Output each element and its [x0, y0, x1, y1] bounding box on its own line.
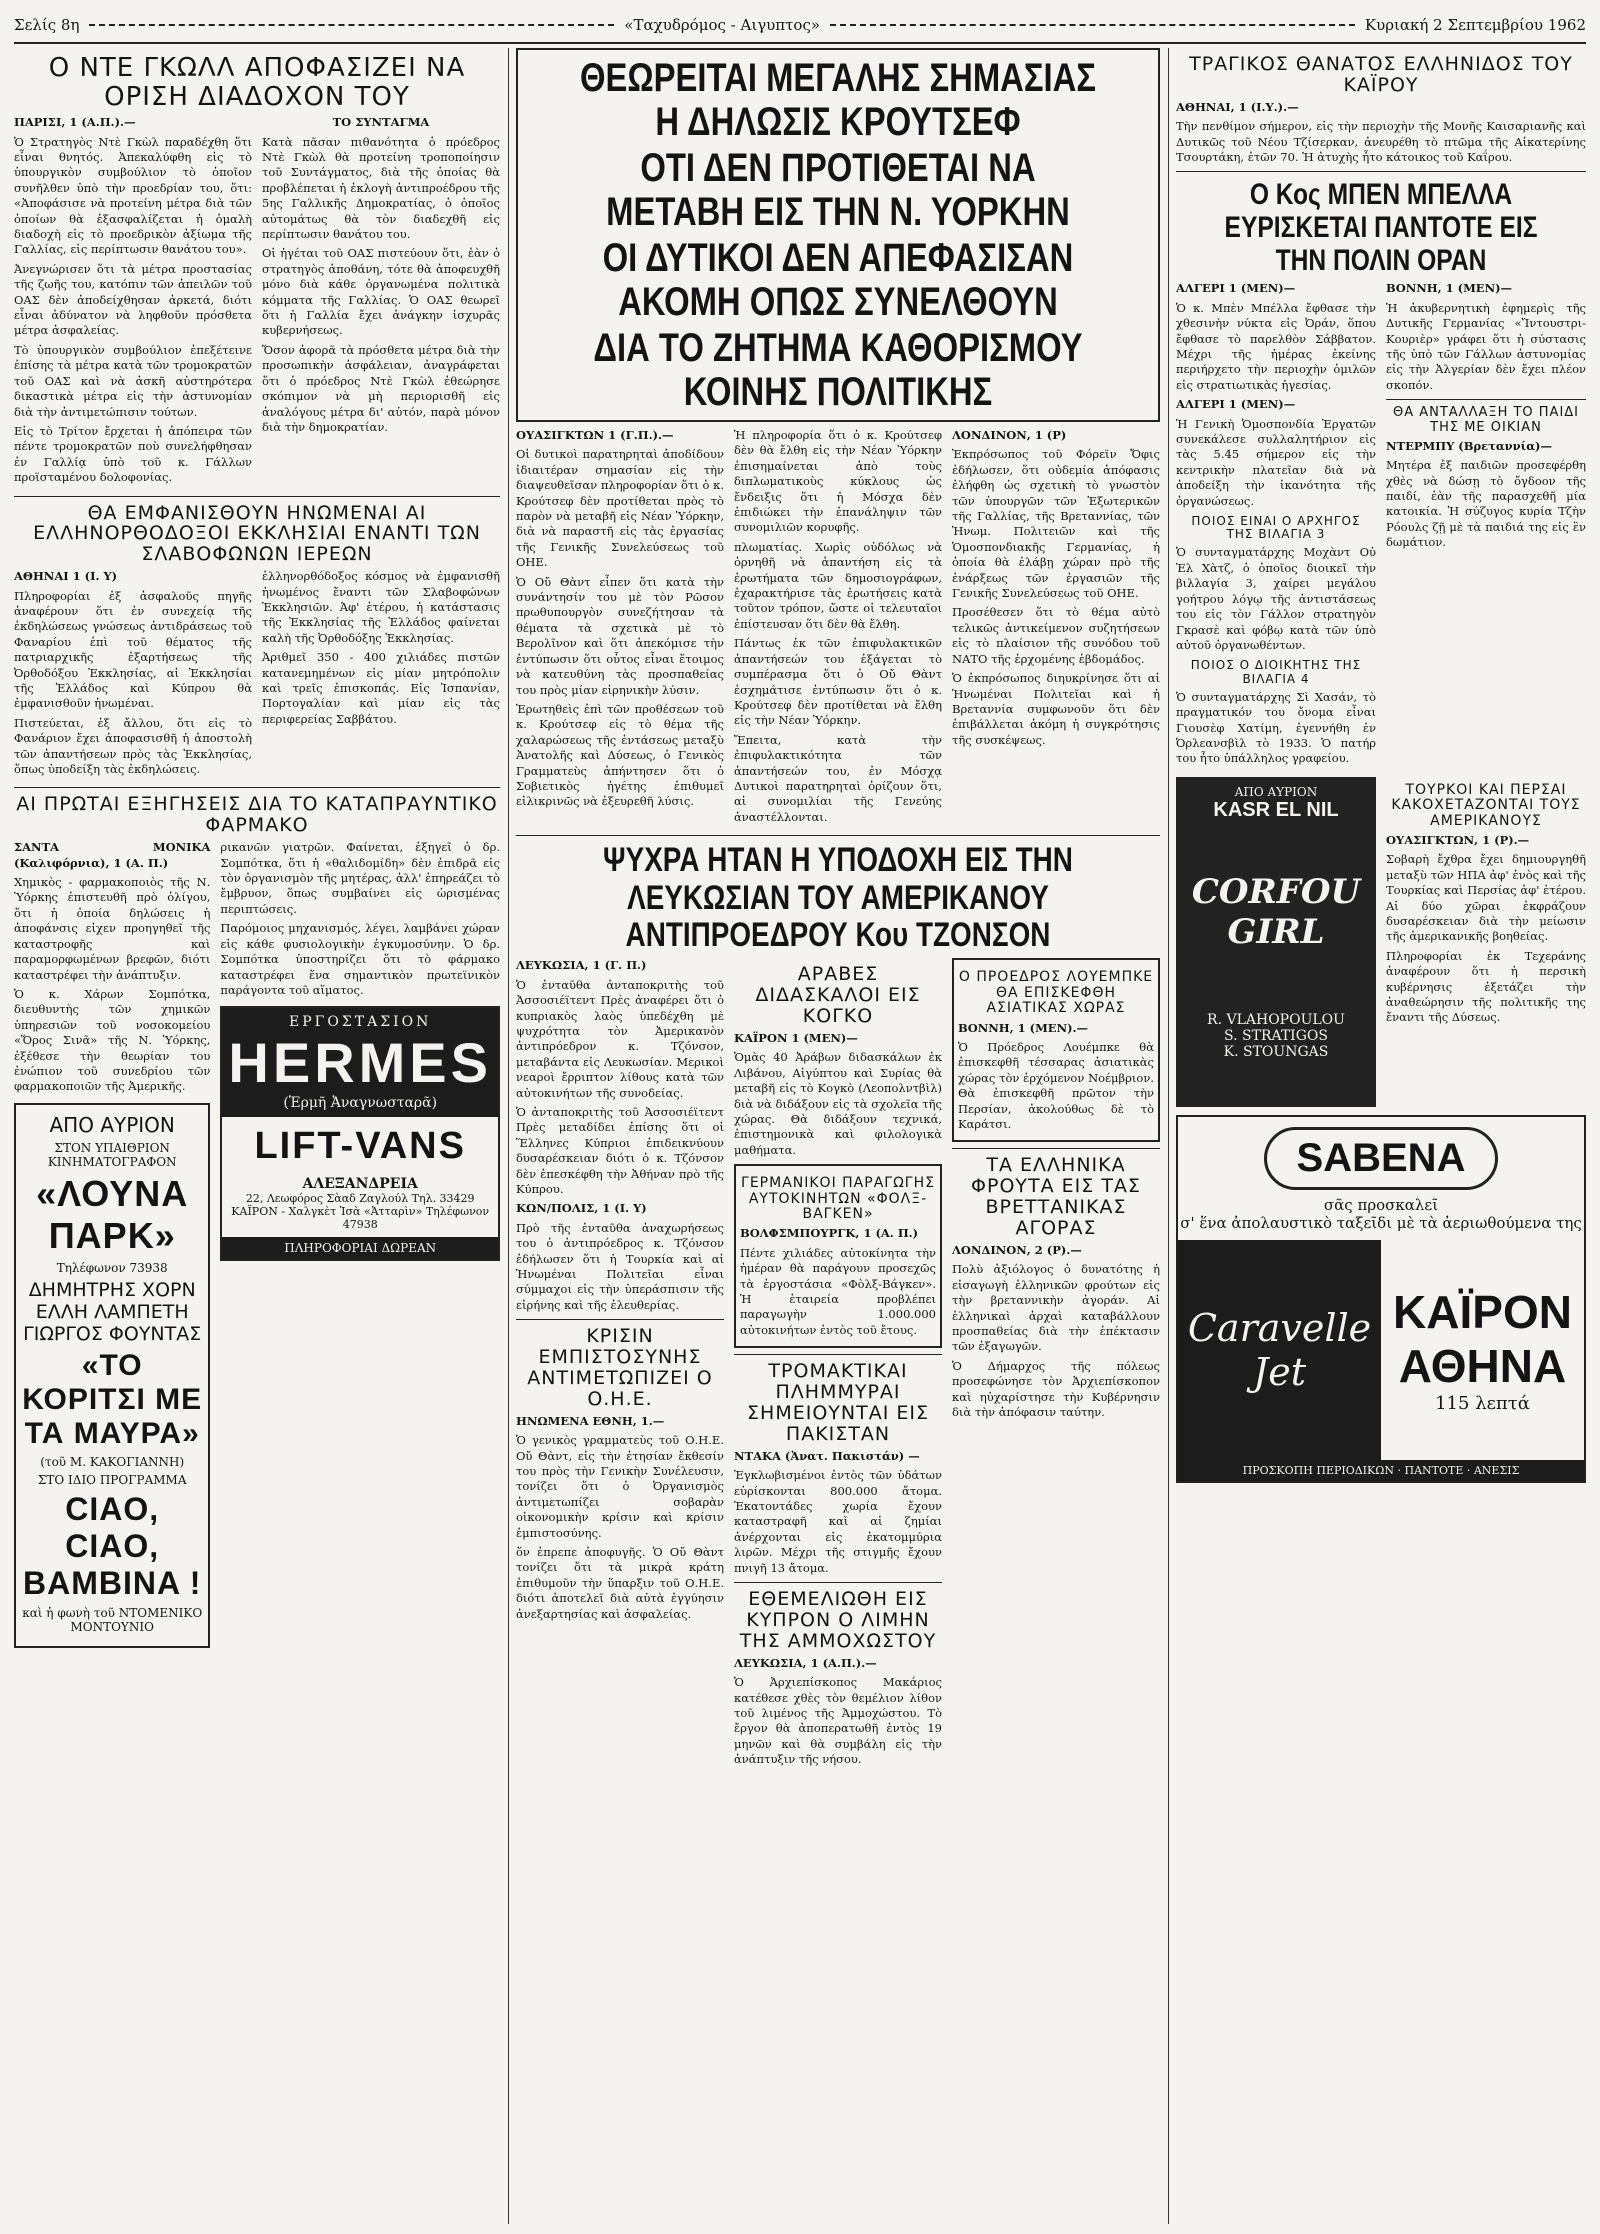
ad-line: ΣΤΟ ΙΔΙΟ ΠΡΟΓΡΑΜΜΑ [37, 1472, 187, 1487]
divider [14, 787, 500, 788]
divider [14, 496, 500, 497]
paragraph: Οἱ δυτικοὶ παρατηρηταὶ ἀποδίδουν ἰδιαιτέραν σημασίαν εἰς τὴν διαψευθεῖσαν πληροφορίαν ὅτι ὁ κ. Κρούτσεφ δὲν προτίθεται πρὸς τὸ παρὸν νὰ μεταβῆ εἰς Νέαν Ὑόρκην, διὰ νὰ παραστῆ εἰς τὰς ἐργασίας τῆς Γενικῆς Συνελεύσεως τοῦ ΟΗΕ. [516, 447, 724, 570]
page-number: Σελίς 8η [14, 16, 80, 34]
subheading: ΤΟ ΣΥΝΤΑΓΜΑ [332, 115, 430, 130]
director: (τοῦ Μ. ΚΑΚΟΓΙΑΝΝΗ) [40, 1454, 185, 1469]
article-body-johnson [516, 958, 1160, 1771]
ad-line: καὶ ἡ φωνὴ τοῦ ΝΤΟΜΕΝΙΚΟ ΜΟΝΤΟΥΝΙΟ [22, 1605, 203, 1634]
ad-line: ΣΤΟΝ ΥΠΑΙΘΡΙΟΝ ΚΙΝΗΜΑΤΟΓΡΑΦΟΝ [47, 1140, 177, 1169]
article-body-khrushchev [516, 428, 1160, 829]
ad-line: 22, Λεωφόρος Σὰαδ Ζαγλούλ Τηλ. 33429 [245, 1192, 475, 1206]
paragraph: Πληροφορίαι ἐξ ἀσφαλοῦς πηγῆς ἀναφέρουν ὅτι ἐν συνεχείᾳ τῆς ἐκδηλώσεως γνώσεως ἀντιδράσεως τοῦ Φαναρίου ἐπὶ τοῦ θέματος τῆς πατριαρχικῆς ἐξαρτήσεως τῆς Ὀρθοδόξου Ἐκκλησίας, αἱ Ἐκκλησίαι τῆς Ἑλλάδος καὶ Κύπρου θὰ ἐμφανισθοῦν ἡνωμέναι. [14, 588, 252, 711]
ad-line: ΠΡΟΣΚΟΠΗ ΠΕΡΙΟΔΙΚΩΝ · ΠΑΝΤΟΤΕ · ΑΝΕΣΙΣ [1178, 1460, 1584, 1481]
dateline: ΑΛΓΕΡΙ 1 (ΜΕΝ)— [1176, 281, 1296, 296]
dateline: ΒΟΝΝΗ, 1 (ΜΕΝ).— [958, 1020, 1089, 1035]
main-headline-line: ΘΕΩΡΕΙΤΑΙ ΜΕΓΑΛΗΣ ΣΗΜΑΣΙΑΣ Η ΔΗΛΩΣΙΣ ΚΡΟΥΤΣΕΦ [579, 56, 1097, 144]
article-headline-congo: ΑΡΑΒΕΣ ΔΙΔΑΣΚΑΛΟΙ ΕΙΣ ΚΟΓΚΟ [755, 963, 921, 1028]
dateline: ΛΟΝΔΙΝΟΝ, 1 (Ρ) [952, 428, 1067, 442]
dateline: ΚΑΪΡΟΝ 1 (ΜΕΝ)— [734, 1031, 858, 1045]
subheading: ΠΟΙΟΣ Ο ΔΙΟΙΚΗΤΗΣ ΤΗΣ ΒΙΛΑΓΙΑ 4 [1190, 658, 1362, 686]
paragraph: ρικανῶν γιατρῶν. Φαίνεται, ἐξηγεῖ ὁ δρ. Σομπότκα, ὅτι ἡ «θαλιδομίδη» δὲν ἐπιδρᾶ εἰς τὸν ὀργανισμὸν τῆς μητέρας, ἀλλ' ἐπηρεάζει τὸ ἔμβρυον, ὅπως συμβαίνει εἰς ὡρισμένας περιπτώσεις. [220, 840, 500, 916]
paragraph: Πολὺ ἀξιόλογος ὁ δυνατότης ἡ εἰσαγωγὴ ἑλληνικῶν φρούτων εἰς τὴν βρεταννικὴν ἀγοράν. Αἱ ἑλληνικαὶ ἀρχαὶ καταβάλλουν προσπαθείας διὰ τὴν ἐπέκτασιν τῶν ἐξαγωγῶν. [952, 1262, 1160, 1354]
main-headline-box [516, 48, 1160, 422]
divider [516, 835, 1160, 836]
paragraph: Κατὰ πᾶσαν πιθανότητα ὁ πρόεδρος Ντὲ Γκὼλ θὰ προτείνη τροποποίησιν τοῦ Συντάγματος, διὰ τῆς ὁποίας θὰ προβλέπεται ἡ ἐκλογὴ ἀντιπροέδρου τῆς 5ης Γαλλικῆς Δημοκρατίας, ὁ ὁποῖος αὐτομάτως θὰ τὸν διαδεχθῆ εἰς περίπτωσιν θανάτου του. [262, 134, 500, 242]
paragraph: Πάντως ἐκ τῶν ἐπιφυλακτικῶν ἀπαντήσεών του ἐξάγεται τὸ συμπέρασμα ὅτι ὁ Οὔ Θὰντ ἐσχημάτισε ἐντύπωσιν ὅτι ὁ κ. Κρούτσεφ δὲν προτίθεται νὰ ἔλθη εἰς τὴν Νέαν Ὑόρκην. [734, 636, 942, 728]
paragraph: Ὁ Στρατηγὸς Ντὲ Γκὼλ παραδέχθη ὅτι εἶναι θνητός. Ἀπεκαλύφθη εἰς τὸ ὑπουργικὸν συμβούλιον τὸ ὁποῖον συνῆλθεν ὑπὸ τὴν προεδρίαν του, ὅτι: «Ἀποφάσισε νὰ προτείνη μέτρα διὰ τῶν ὁποίων θὰ ἐξασφαλίζεται ἡ ὁμαλὴ διαδοχὴ εἰς τὸ προεδρικὸν ἀξίωμα τῆς Γαλλίας, εἰς περίπτωσιν θανάτου του». [14, 134, 252, 257]
paragraph: Ὁ ἐνταῦθα ἀνταποκριτὴς τοῦ Ἀσσοσιέϊτεντ Πρὲς ἀναφέρει ὅτι ὁ κυπριακὸς λαὸς ὑπεδέχθη μὲ ψυχρότητα τὸν Ἀμερικανὸν ἀντιπρόεδρον κ. Τζόνσον, μεταβάντα εἰς Λευκωσίαν. Μερικοὶ νεαροὶ ἔρριπτον λίθους κατὰ τῶν αὐτοκινήτων τῆς συνοδείας. [516, 977, 724, 1100]
paragraph: Ὁ Ἀρχιεπίσκοπος Μακάριος κατέθεσε χθὲς τὸν θεμέλιον λίθον τοῦ λιμένος τῆς Ἀμμοχώστου. Τὸ ἔργον θὰ ἀποπερατωθῆ ἐντὸς 19 μηνῶν καὶ θὰ συμβάλη εἰς τὴν ἀνάπτυξιν τῆς νήσου. [734, 1675, 942, 1767]
ad-line: ΑΠΟ ΑΥΡΙΟΝ [49, 1112, 175, 1137]
sabena-ad [1176, 1115, 1586, 1483]
ad-line: ΕΡΓΟΣΤΑΣΙΟΝ [289, 1014, 432, 1031]
paragraph: Εἰς τὸ Τρίτον ἔρχεται ἡ ἀπόπειρα τῶν πέντε τρομοκρατῶν ποὺ συνελήφθησαν ἐν Γαλλίᾳ ὑπὸ τοῦ κ. Γάλλων προϊσταμένου δολοφονίας. [14, 423, 252, 485]
paragraph: Ὅσον ἀφορᾶ τὰ πρόσθετα μέτρα διὰ τὴν προσωπικὴν ἀσφάλειαν, ἀναγράφεται ὅτι ὁ πρόεδρος Ντὲ Γκὼλ ἐθεώρησε σκόπιμον νὰ μὴ περιορισθῆ εἰς ἀναλόγους μέτρα δι' αὐτόν, παρὰ μόνον διὰ τὴν δημοκρατίαν. [262, 342, 500, 434]
paragraph: Τὸ ὑπουργικὸν συμβούλιον ἐπεξέτεινε ἐπίσης τὰ μέτρα κατὰ τῶν τρομοκρατῶν τοῦ ΟΑΣ καὶ νὰ ἀσκῆ αὐστηρότερα δικαστικὰ μέτρα εἰς τὴν ἀστυνομίαν διὰ τὴν ἀντιμετώπισιν τούτων. [14, 342, 252, 419]
sabena-logo: SABENA [1264, 1127, 1499, 1190]
article-headline-child-trade: ΘΑ ΑΝΤΑΛΛΑΞΗ ΤΟ ΠΑΙΔΙ ΤΗΣ ΜΕ ΟΙΚΙΑΝ [1392, 405, 1580, 435]
center-column [516, 48, 1160, 2224]
dateline: ΚΩΝ/ΠΟΛΙΣ, 1 (Ι. Υ) [516, 1201, 647, 1216]
article-body-thalidomide [14, 840, 500, 1656]
paragraph: πλωματίας. Χωρὶς οὐδόλως νὰ ὀρνηθῆ νὰ ἀπαντήση εἰς τὰ ἐρωτήματα τῶν δημοσιογράφων, ἐχαρακτήρισε τὰς ἐρωτήσεις κατὰ τοῦτον τρόπον, ὥστε οἱ τελευταῖοι ἐπίστευσαν ὅτι δὲν θὰ ἔλθη. [734, 539, 942, 631]
paragraph: Ὁ ἐκπρόσωπος διηυκρίνησε ὅτι αἱ Ἡνωμέναι Πολιτεῖαι καὶ ἡ Βρεταννία συμφωνοῦν ὅτι δὲν ἐπιβάλλεται ἀκόμη ἡ συγκρότησις τῆς συσκέψεως. [952, 671, 1160, 747]
paragraph: Χημικὸς - φαρμακοποιὸς τῆς Ν. Ὑόρκης ἐπιστευθῆ πρὸ ὀλίγου, ὅτι ἡ ὁποία δηλώσεις ἡ ἀποφάνσις εἰχεν προηγηθεῖ τῆς καταστροφῆς καὶ παραμορφωμένων βρεφῶν, διότι καταστρέφει τὴν ἀνάπτυξιν. [14, 875, 211, 982]
header-divider [89, 24, 614, 26]
main-headline-line: ΟΙ ΔΥΤΙΚΟΙ ΔΕΝ ΑΠΕΦΑΣΙΣΑΝ ΑΚΟΜΗ ΟΠΩΣ ΣΥΝΕΛΘΟΥΝ [602, 236, 1074, 324]
cinema-phone: Τηλέφωνον 73938 [56, 1260, 168, 1275]
article-headline-turks-persians: ΤΟΥΡΚΟΙ ΚΑΙ ΠΕΡΣΑΙ ΚΑΚΟΧΕΤΑΖΟΝΤΑΙ ΤΟΥΣ ΑΜΕΡΙΚΑΝΟΥΣ [1391, 781, 1581, 829]
article-headline-luebke: Ο ΠΡΟΕΔΡΟΣ ΛΟΥΕΜΠΚΕ ΘΑ ΕΠΙΣΚΕΦΘΗ ΑΣΙΑΤΙΚΑΣ ΧΩΡΑΣ [958, 969, 1154, 1017]
article-body-algeria [1176, 281, 1586, 770]
right-lower [1176, 777, 1586, 1107]
article-headline-cyprus-port: ΕΘΕΜΕΛΙΩΘΗ ΕΙΣ ΚΥΠΡΟΝ Ο ΛΙΜΗΝ ΤΗΣ ΑΜΜΟΧΩΣΤΟΥ [739, 1588, 937, 1652]
article-headline-fruit: ΤΑ ΕΛΛΗΝΙΚΑ ΦΡΟΥΤΑ ΕΙΣ ΤΑΣ ΒΡΕΤΤΑΝΙΚΑΣ ΑΓΟΡΑΣ [971, 1154, 1141, 1240]
paragraph: Ἔπειτα, κατὰ τὴν ἐπιφυλακτικότητα τῶν ἀπαντήσεών του, ἐν Μόσχᾳ Δυτικοὶ παρατηρηταὶ ὁρίζουν ὅτι, αἱ συνομιλίαι τῆς Γενεύης ἀναστέλλονται. [734, 732, 942, 824]
paragraph: Ὁ κ. Χάρων Σομπότκα, διευθυντὴς τῶν χημικῶν ὑπηρεσιῶν τοῦ νοσοκομείου «Ὅρος Σινᾶ» τῆς Ν. Ὑόρκης, ἐξέθεσε τὴν θεωρίαν του ἐνώπιον τοῦ συνεδρίου τῶν φαρμακοποιῶν τῆς Ἀμερικῆς. [14, 986, 211, 1094]
dateline: ΣΑΝΤΑ ΜΟΝΙΚΑ (Καλιφόρνια), 1 (Α. Π.) [14, 840, 211, 870]
article-headline-de-gaulle: Ο ΝΤΕ ΓΚΩΛΛ ΑΠΟΦΑΣΙΖΕΙ ΝΑ ΟΡΙΣΗ ΔΙΑΔΟΧΟΝ ΤΟΥ [48, 53, 466, 112]
cast: ΔΗΜΗΤΡΗΣ ΧΟΡΝ ΕΛΛΗ ΛΑΜΠΕΤΗ ΓΙΩΡΓΟΣ ΦΟΥΝΤΑΣ [23, 1278, 202, 1345]
article-body-de-gaulle [14, 115, 500, 489]
paragraph: Ὁ Δήμαρχος τῆς πόλεως προσεφώνησε τὸν Ἀρχιεπίσκοπον καὶ ηὐχαρίστησε τὴν Κυβέρνησιν διὰ τὴν ἀπόφασιν ταύτην. [952, 1358, 1160, 1419]
article-headline-volkswagen: ΓΕΡΜΑΝΙΚΟΙ ΠΑΡΑΓΩΓΗΣ ΑΥΤΟΚΙΝΗΤΩΝ «ΦΟΛΞ-ΒΑΓΚΕΝ» [741, 1175, 935, 1223]
divider [516, 1319, 724, 1320]
paragraph: Ὁ κ. Μπὲν Μπέλλα ἔφθασε τὴν χθεσινὴν νύκτα εἰς Ὀράν, ὅπου ἔφθασε τὸ παρελθὸν Σάββατον. Μέχρι τῆς ἡμέρας ἐκείνης περιήρχετο τὴν περιοχὴν ὁμιλῶν εἰς στρατιωτικὰς ἡγεσίας. [1176, 300, 1376, 392]
divider [1386, 399, 1586, 400]
cast-member: S. STRATIGOS [1224, 1027, 1328, 1044]
dateline: ΑΘΗΝΑΙ, 1 (Ι.Υ.).— [1176, 99, 1299, 114]
main-headline-line: ΔΙΑ ΤΟ ΖΗΤΗΜΑ ΚΑΘΟΡΙΣΜΟΥ ΚΟΙΝΗΣ ΠΟΛΙΤΙΚΗΣ [593, 326, 1083, 414]
header-rule [14, 42, 1586, 44]
paragraph: Ὁ ἀνταποκριτὴς τοῦ Ἀσσοσιέϊτεντ Πρὲς μεταδίδει ἐπίσης ὅτι οἱ Ἕλληνες Κύπριοι ἐπιδεικνύουν δυσαρέσκειαν διότι ὁ κ. Τζόνσον δὲν ἐπεσκέφθη τὴν Ἀθήναν πρὸ τῆς Κύπρου. [516, 1104, 724, 1197]
paragraph: Ἡ πληροφορία ὅτι ὁ κ. Κρούτσεφ δὲν θὰ ἔλθη εἰς τὴν Νέαν Ὑόρκην ἐπισημαίνεται ἀπὸ τοὺς διπλωματικοὺς κύκλους ὡς ἔνδειξις ὅτι ἡ Μόσχα δὲν ἐπιδιώκει τὴν ἐπανάληψιν τῶν συνομιλιῶν κορυφῆς. [734, 428, 942, 535]
paragraph: Ἀνεγνώρισεν ὅτι τὰ μέτρα προστασίας τῆς ζωῆς του, κατόπιν τῶν ἀπειλῶν τοῦ ΟΑΣ δὲν ἀποδείχθησαν ἀρκετά, διότι εἶναι ἀδύνατον νὰ ληφθοῦν πρόσθετα μέτρα ἀσφαλείας. [14, 261, 252, 338]
ad-line: ΑΛΕΞΑΝΔΡΕΙΑ [302, 1176, 418, 1193]
cinema-name: «ΛΟΥΝΑ ΠΑΡΚ» [36, 1172, 189, 1256]
dateline: ΒΟΝΝΗ, 1 (ΜΕΝ)— [1386, 281, 1513, 296]
divider [734, 1354, 942, 1355]
film-title: «ΤΟ ΚΟΡΙΤΣΙ ΜΕ ΤΑ ΜΑΥΡΑ» [22, 1348, 203, 1450]
cast-member: R. VLAHOPOULOU [1207, 1011, 1345, 1028]
paragraph: Ὁ Πρόεδρος Λουέμπκε θὰ ἐπισκεφθῆ τέσσαρας ἀσιατικὰς χώρας τὸν ἐρχόμενον Νοέμβριον. Θὰ ἐπισκεφθῆ πρῶτον τὴν Περσίαν, ἀκολούθως δὲ τὸ Καράτσι. [958, 1039, 1154, 1131]
dateline: ΛΟΝΔΙΝΟΝ, 2 (Ρ).— [952, 1242, 1082, 1257]
paragraph: Ἀριθμεῖ 350 - 400 χιλιάδες πιστῶν κατανεμημένων εἰς μίαν μητρόπολιν καὶ τρεῖς ἐπισκοπάς. Εἰς Ἰσπανίαν, Πορτογαλίαν καὶ μίαν εἰς τὰς περιφερείας Σαββάτου. [262, 650, 500, 726]
dateline: ΟΥΑΣΙΓΚΤΩΝ 1 (Γ.Π.).— [516, 428, 674, 442]
paragraph: ἑλληνορθόδοξος κόσμος νὰ ἐμφανισθῆ ἡνωμένος ἔναντι τῶν Σλαβοφώνων Ἐκκλησιῶν. Ἀφ' ἑτέρου, ἡ κατάστασις τῆς Ἐκκλησίας τῆς Ἑλλάδος φαίνεται καλὴ τῆς Ὀρθοδόξης Ἐκκλησίας. [262, 569, 500, 645]
divider [952, 1148, 1160, 1149]
column-separator [508, 48, 509, 2224]
paragraph: Ἡ ἀκυβερνητικὴ ἐφημερὶς τῆς Δυτικῆς Γερμανίας «Ἴντουστρι-Κουριὲρ» γράφει ὅτι ἡ σύστασις τῆς ὑπὸ τῶν Γάλλων ἀστυνομίας εἰς τὴν Ἀλγερίαν δὲν ἔχει πλέον σκοπόν. [1386, 300, 1586, 392]
article-headline-ben-bella: Ο Κος ΜΠΕΝ ΜΠΕΛΛΑ ΕΥΡΙΣΚΕΤΑΙ ΠΑΝΤΟΤΕ ΕΙΣ ΤΗΝ ΠΟΛΙΝ ΟΡΑΝ [1224, 178, 1538, 278]
paragraph: Ἐρωτηθεὶς ἐπὶ τῶν προθέσεων τοῦ κ. Κρούτσεφ εἰς τὸ θέμα τῆς χαλαρώσεως τῆς ἐντάσεως μεταξὺ Ἀνατολῆς καὶ Δύσεως, ὁ Γενικὸς Γραμματεὺς ἀπήντησεν ὅτι ὁ Σοβιετικὸς ἡγέτης ἐπιθυμεῖ εἰλικρινῶς νὰ ἐξευρεθῆ λύσις. [516, 701, 724, 809]
paragraph: Ἡ Γενικὴ Ὁμοσπονδία Ἐργατῶν συνεκάλεσε συλλαλητήριον εἰς τὰς 5.45 σήμερον εἰς τὴν κεντρικὴν πλατεῖαν διὰ νὰ ἀποδείξη τὴν ἱκανότητα τῆς ὀργανώσεως. [1176, 416, 1376, 508]
article-headline-pakistan: ΤΡΟΜΑΚΤΙΚΑΙ ΠΛΗΜΜΥΡΑΙ ΣΗΜΕΙΟΥΝΤΑΙ ΕΙΣ ΠΑΚΙΣΤΑΝ [747, 1360, 929, 1445]
ad-line: ΑΠΟ ΑΥΡΙΟΝ [1234, 784, 1318, 799]
caravelle-name: Caravelle Jet [1178, 1240, 1381, 1460]
article-headline-churches: ΘΑ ΕΜΦΑΝΙΣΘΟΥΝ ΗΝΩΜΕΝΑΙ ΑΙ ΕΛΛΗΝΟΡΘΟΔΟΞΟΙ ΕΚΚΛΗΣΙΑΙ ΕΝΑΝΤΙ ΤΩΝ ΣΛΑΒΟΦΩΝΩΝ ΙΕΡΕΩΝ [33, 501, 481, 566]
dateline: ΑΛΓΕΡΙ 1 (ΜΕΝ)— [1176, 397, 1296, 412]
dateline: ΛΕΥΚΩΣΙΑ, 1 (Α.Π.).— [734, 1655, 877, 1670]
main-headline-line: ΟΤΙ ΔΕΝ ΠΡΟΤΙΘΕΤΑΙ ΝΑ ΜΕΤΑΒΗ ΕΙΣ ΤΗΝ Ν. ΥΟΡΚΗΝ [606, 146, 1070, 234]
divider [734, 1582, 942, 1583]
issue-date: Κυριακή 2 Σεπτεμβρίου 1962 [1364, 16, 1586, 34]
left-column [14, 48, 500, 2224]
paragraph: Παρόμοιος μηχανισμός, λέγει, λαμβάνει χώραν εἰς κάθε φυσιολογικὴν ἐγκυμοσύνην. Ὁ δρ. Σομπότκα ὑποστηρίζει ὅτι τὸ φάρμακο καταστρέφει ἕνα σημαντικὸν πρωτεϊνικὸν παράγοντα τοῦ αἵματος. [220, 921, 500, 997]
hermes-logo: HERMES [228, 1031, 492, 1095]
dateline: ΗΝΩΜΕΝΑ ΕΘΝΗ, 1.— [516, 1413, 665, 1428]
paragraph: Πρὸ τῆς ἐνταῦθα ἀναχωρήσεως του ὁ ἀντιπρόεδρος κ. Τζόνσον ἐδήλωσεν ὅτι ἡ Τουρκία καὶ αἱ Ἡνωμέναι Πολιτεῖαι εἶναι σύμμαχοι εἰς τὴν ὑπεράσπισιν τῆς εἰρήνης καὶ τῆς ἐλευθερίας. [516, 1220, 724, 1312]
paragraph: Τὴν πενθίμον σήμερον, εἰς τὴν περιοχὴν τῆς Μονῆς Καισαριανῆς καὶ Δυτικῶς τοῦ Νέου Τζίσερκαν, ἀνευρέθη τὸ πτῶμα τῆς Αἰκατερίνης Τσουρτάκη, ἐτῶν 70. Ἡ ἀτυχὴς ἦτο κάτοικος τοῦ Καΐρου. [1176, 119, 1586, 164]
film-title: CORFOU GIRL [1191, 871, 1361, 952]
dateline: ΛΕΥΚΩΣΙΑ, 1 (Γ. Π.) [516, 958, 647, 973]
cinema-ad-luna-park [14, 1103, 210, 1648]
paragraph: Πιστεύεται, ἐξ ἄλλου, ὅτι εἰς τὸ Φανάριον ἔχει ἀποφασισθῆ ἡ ἀποστολὴ τῶν ἀπαντήσεων πρὸς τὰς Ἐκκλησίας, ὅπως ὑποδείξη τὰς ἐκδηλώσεις. [14, 715, 252, 777]
paragraph: Ὁ συνταγματάρχης Σὶ Χασάν, τὸ πραγματικόν του ὄνομα εἶναι Γιουσὲφ Χατίμη, ἐγεννήθη ἐν Ὀρλεανσβὶλ τὸ 1933. Ὁ πατήρ του ἦτο ὑπάλληλος γραφείου. [1176, 689, 1376, 766]
film-title-2: CIAO, CIAO, BAMBINA ! [22, 1490, 202, 1601]
paragraph: Προσέθεσεν ὅτι τὸ θέμα αὐτὸ τελικῶς ἀντικείμενον συζητήσεων εἰς τὸ πλαίσιον τῆς συνόδου τοῦ ΝΑΤΟ τῆς ἐρχομένης ἑβδομάδος. [952, 605, 1160, 666]
paragraph: Σοβαρὴ ἔχθρα ἔχει δημιουργηθῆ μεταξὺ τῶν ΗΠΑ ἀφ' ἑνὸς καὶ τῆς Τουρκίας καὶ Περσίας ἀφ' ἑτέρου. Αἱ δύο χῶραι ἐκφράζουν δυσαρέσκειαν διὰ τὴν μείωσιν τῆς ἀμερικανικῆς βοηθείας. [1386, 852, 1586, 944]
ad-line: ΠΛΗΡΟΦΟΡΙΑΙ ΔΩΡΕΑΝ [222, 1237, 498, 1259]
article-headline-un: ΚΡΙΣΙΝ ΕΜΠΙΣΤΟΣΥΝΗΣ ΑΝΤΙΜΕΤΩΠΙΖΕΙ Ο Ο.Η.Ε. [527, 1325, 713, 1410]
article-box-luebke [952, 958, 1160, 1142]
ad-line: ΚΑΪΡΟΝ - Χαλγκὲτ Ἰσὰ «Ἀτταρὶν» Τηλέφωνον 47938 [231, 1205, 490, 1232]
page-header [14, 10, 1586, 40]
paragraph: Μητέρα ἐξ παιδιῶν προσεφέρθη χθὲς νὰ δώσῃ τὸ ὄγδοον τῆς παιδί, ἐὰν τῆς παρασχεθῆ μία κατοικία. Ἡ σύζυγος κυρία Τζὴν Ρόουλς ζῇ μὲ τὰ παιδιά της εἰς ἓν δωμάτιον. [1386, 458, 1586, 550]
dateline: ΑΘΗΝΑΙ 1 (Ι. Υ) [14, 569, 118, 584]
article-headline-johnson: ΨΥΧΡΑ ΗΤΑΝ Η ΥΠΟΔΟΧΗ ΕΙΣ ΤΗΝ ΛΕΥΚΩΣΙΑΝ ΤΟΥ ΑΜΕΡΙΚΑΝΟΥ ΑΝΤΙΠΡΟΕΔΡΟΥ Κου ΤΖΟΝΣΟΝ [603, 841, 1073, 954]
paragraph: Ἐγκλωβισμένοι ἐντὸς τῶν ὑδάτων εὑρίσκονται 800.000 ἄτομα. Ἐκατοντάδες χωρία ἔχουν καταστραφῆ καὶ αἱ ζημίαι ἀνέρχονται εἰς ἑκατομμύρια λιρῶν. Μέχρι τῆς στιγμῆς ἔχουν πνιγῆ 13 ἄτομα. [734, 1468, 942, 1575]
cinema-ad-kasr-el-nil [1176, 777, 1376, 1107]
dateline: ΝΤΑΚΑ (Ἀνατ. Πακιστάν) — [734, 1448, 920, 1463]
subheading: ΠΟΙΟΣ ΕΙΝΑΙ Ο ΑΡΧΗΓΟΣ ΤΗΣ ΒΙΛΑΓΙΑ 3 [1191, 514, 1361, 542]
route: ΚΑΪΡΟΝ ΑΘΗΝΑ [1393, 1286, 1572, 1393]
dateline: ΒΟΛΦΣΜΠΟΥΡΓΚ, 1 (Α. Π.) [740, 1226, 919, 1241]
ad-line: σᾶς προσκαλεῖ [1323, 1195, 1439, 1214]
divider [1176, 171, 1586, 172]
paragraph: Πληροφορίαι ἐκ Τεχεράνης ἀναφέρουν ὅτι ἡ περσικὴ κυβέρνησις ἐξετάζει τὴν ἀναθεώρησιν τῆς πολιτικῆς της ἔναντι τῆς Δύσεως. [1386, 948, 1586, 1025]
paragraph: Ὁμὰς 40 Ἀράβων διδασκάλων ἐκ Λιβάνου, Αἰγύπτου καὶ Συρίας θὰ μεταβῆ εἰς τὸ Κογκὸ (Λεοπολντβὶλ) διὰ νὰ διδάξουν εἰς τὰ σχολεῖα τῆς χώρας. Θὰ διδάξουν τεχνικά, ἐπιστημονικὰ καὶ φιλολογικὰ μαθήματα. [734, 1050, 942, 1157]
lift-vans-title: LIFT-VANS [254, 1125, 466, 1168]
paragraph: Ὁ Οὔ Θὰντ εἶπεν ὅτι κατὰ τὴν συνάντησίν του μὲ τὸν Ρῶσον πρωθυπουργὸν συνεζήτησαν τὰ θέματα τὰ σχετικὰ μὲ τὸ Βερολῖνον καὶ ὅτι ἀπεκόμισε τὴν ἐντύπωσιν ὅτι οὗτος εἶναι ἕτοιμος νὰ κατευθύνη τὰς προσπαθείας του πρὸς μίαν εἰρηνικὴν λύσιν. [516, 574, 724, 697]
right-column [1176, 48, 1586, 2224]
ad-line: (Ἑρμῆ Ἀναγνωσταρᾶ) [283, 1095, 438, 1112]
paragraph: Πέντε χιλιάδες αὐτοκίνητα τὴν ἡμέραν θὰ παράγουν προσεχῶς τὰ ἐργοστάσια «Φὸλξ-Βάγκεν». Ἡ ἑταιρεία προβλέπει παραγωγὴν 1.000.000 αὐτοκινήτων ἐντὸς τοῦ ἔτους. [740, 1245, 936, 1337]
dateline: ΠΑΡΙΣΙ, 1 (Α.Π.).— [14, 115, 136, 130]
dateline: ΟΥΑΣΙΓΚΤΩΝ, 1 (Ρ).— [1386, 832, 1530, 847]
paragraph: Ὁ γενικὸς γραμματεὺς τοῦ Ο.Η.Ε. Οὔ Θὰντ, εἰς τὴν ἐτησίαν ἔκθεσίν του πρὸς τὴν Γενικὴν Συνέλευσιν, τονίζει ὅτι ὁ Ὀργανισμὸς ἀντιμετωπίζει σοβαρὰν οἰκονομικὴν κρίσιν καὶ κρίσιν ἐμπιστοσύνης. [516, 1433, 724, 1540]
newspaper-name: «Ταχυδρόμος - Αιγυπτος» [624, 16, 821, 34]
article-headline-tragic-death: ΤΡΑΓΙΚΟΣ ΘΑΝΑΤΟΣ ΕΛΛΗΝΙΔΟΣ ΤΟΥ ΚΑΪΡΟΥ [1189, 53, 1573, 96]
ad-line: σ' ἕνα ἀπολαυστικὸ ταξεῖδι μὲ τὰ ἀεριωθούμενα της [1180, 1213, 1582, 1232]
dateline: ΝΤΕΡΜΠΥ (Βρεταννία)— [1386, 438, 1552, 453]
header-divider [830, 24, 1355, 26]
cinema-name: KASR EL NIL [1213, 798, 1339, 821]
article-headline-thalidomide: ΑΙ ΠΡΩΤΑΙ ΕΞΗΓΗΣΕΙΣ ΔΙΑ ΤΟ ΚΑΤΑΠΡΑΥΝΤΙΚΟ ΦΑΡΜΑΚΟ [16, 793, 498, 837]
caravelle-panel [1178, 1240, 1584, 1460]
paragraph: Ἐκπρόσωπος τοῦ Φόρεϊν Ὄφις ἐδήλωσεν, ὅτι οὐδεμία ἀπόφασις ἐλήφθη ὡς σχετικὴ τὸ γνωστὸν τῶν ὑπουργῶν τῶν Ἐξωτερικῶν τῆς Γαλλίας, τῆς Βρεταννίας, τῶν Ἡνωμ. Πολιτειῶν καὶ τῆς Ὁμοσπονδιακῆς Γερμανίας, ἡ ὁποία θὰ ἐλάβῃ χώραν πρὸ τῆς ἐνάρξεως τῶν ἐργασιῶν τῆς Γενικῆς Συνελεύσεως τοῦ ΟΗΕ. [952, 447, 1160, 601]
column-separator [1168, 48, 1169, 2224]
article-body-churches [14, 569, 500, 781]
hermes-ad [220, 1006, 500, 1261]
cast-member: K. STOUNGAS [1223, 1043, 1329, 1060]
paragraph: Οἱ ἡγέται τοῦ ΟΑΣ πιστεύουν ὅτι, ἐὰν ὁ στρατηγὸς ἀποθάνη, τότε θὰ ἀποφευχθῆ μόνο διὰ κάθε ὀργανωμένα πολιτικὰ κόμματα τῆς Γαλλίας. Ὁ ΟΑΣ θεωρεῖ ὅτι ἡ Γαλλία ἔχει ἀνάγκην ἰσχυρᾶς κυβερνήσεως. [262, 246, 500, 338]
flight-duration: 115 λεπτά [1435, 1393, 1530, 1415]
paragraph: Ὁ συνταγματάρχης Μοχὰντ Οὐ Ἐλ Χὰτζ, ὁ ὁποῖος διοικεῖ τὴν βιλλαγία 3, χαίρει μεγάλου γοήτρου λόγῳ τῆς ἀντιστάσεως του εἰς τὸν Γάλλον στρατηγὸν Γκρασὲ καὶ φόβῳ κατὰ τῶν ὑπὸ αὐτοῦ ὀργανωθέντων. [1176, 545, 1376, 652]
article-box-volkswagen [734, 1164, 942, 1348]
paragraph: ὅν ἐπρεπε ἀποφυγῆς. Ὁ Οὔ Θὰντ τονίζει ὅτι τὰ μικρὰ κράτη ἐπιθυμοῦν τὴν ὕπαρξιν τοῦ Ο.Η.Ε. διότι ἀποτελεῖ διὰ αὐτὰ ἐγγύησιν ἀνεξαρτησίας καὶ ἀσφαλείας. [516, 1545, 724, 1621]
